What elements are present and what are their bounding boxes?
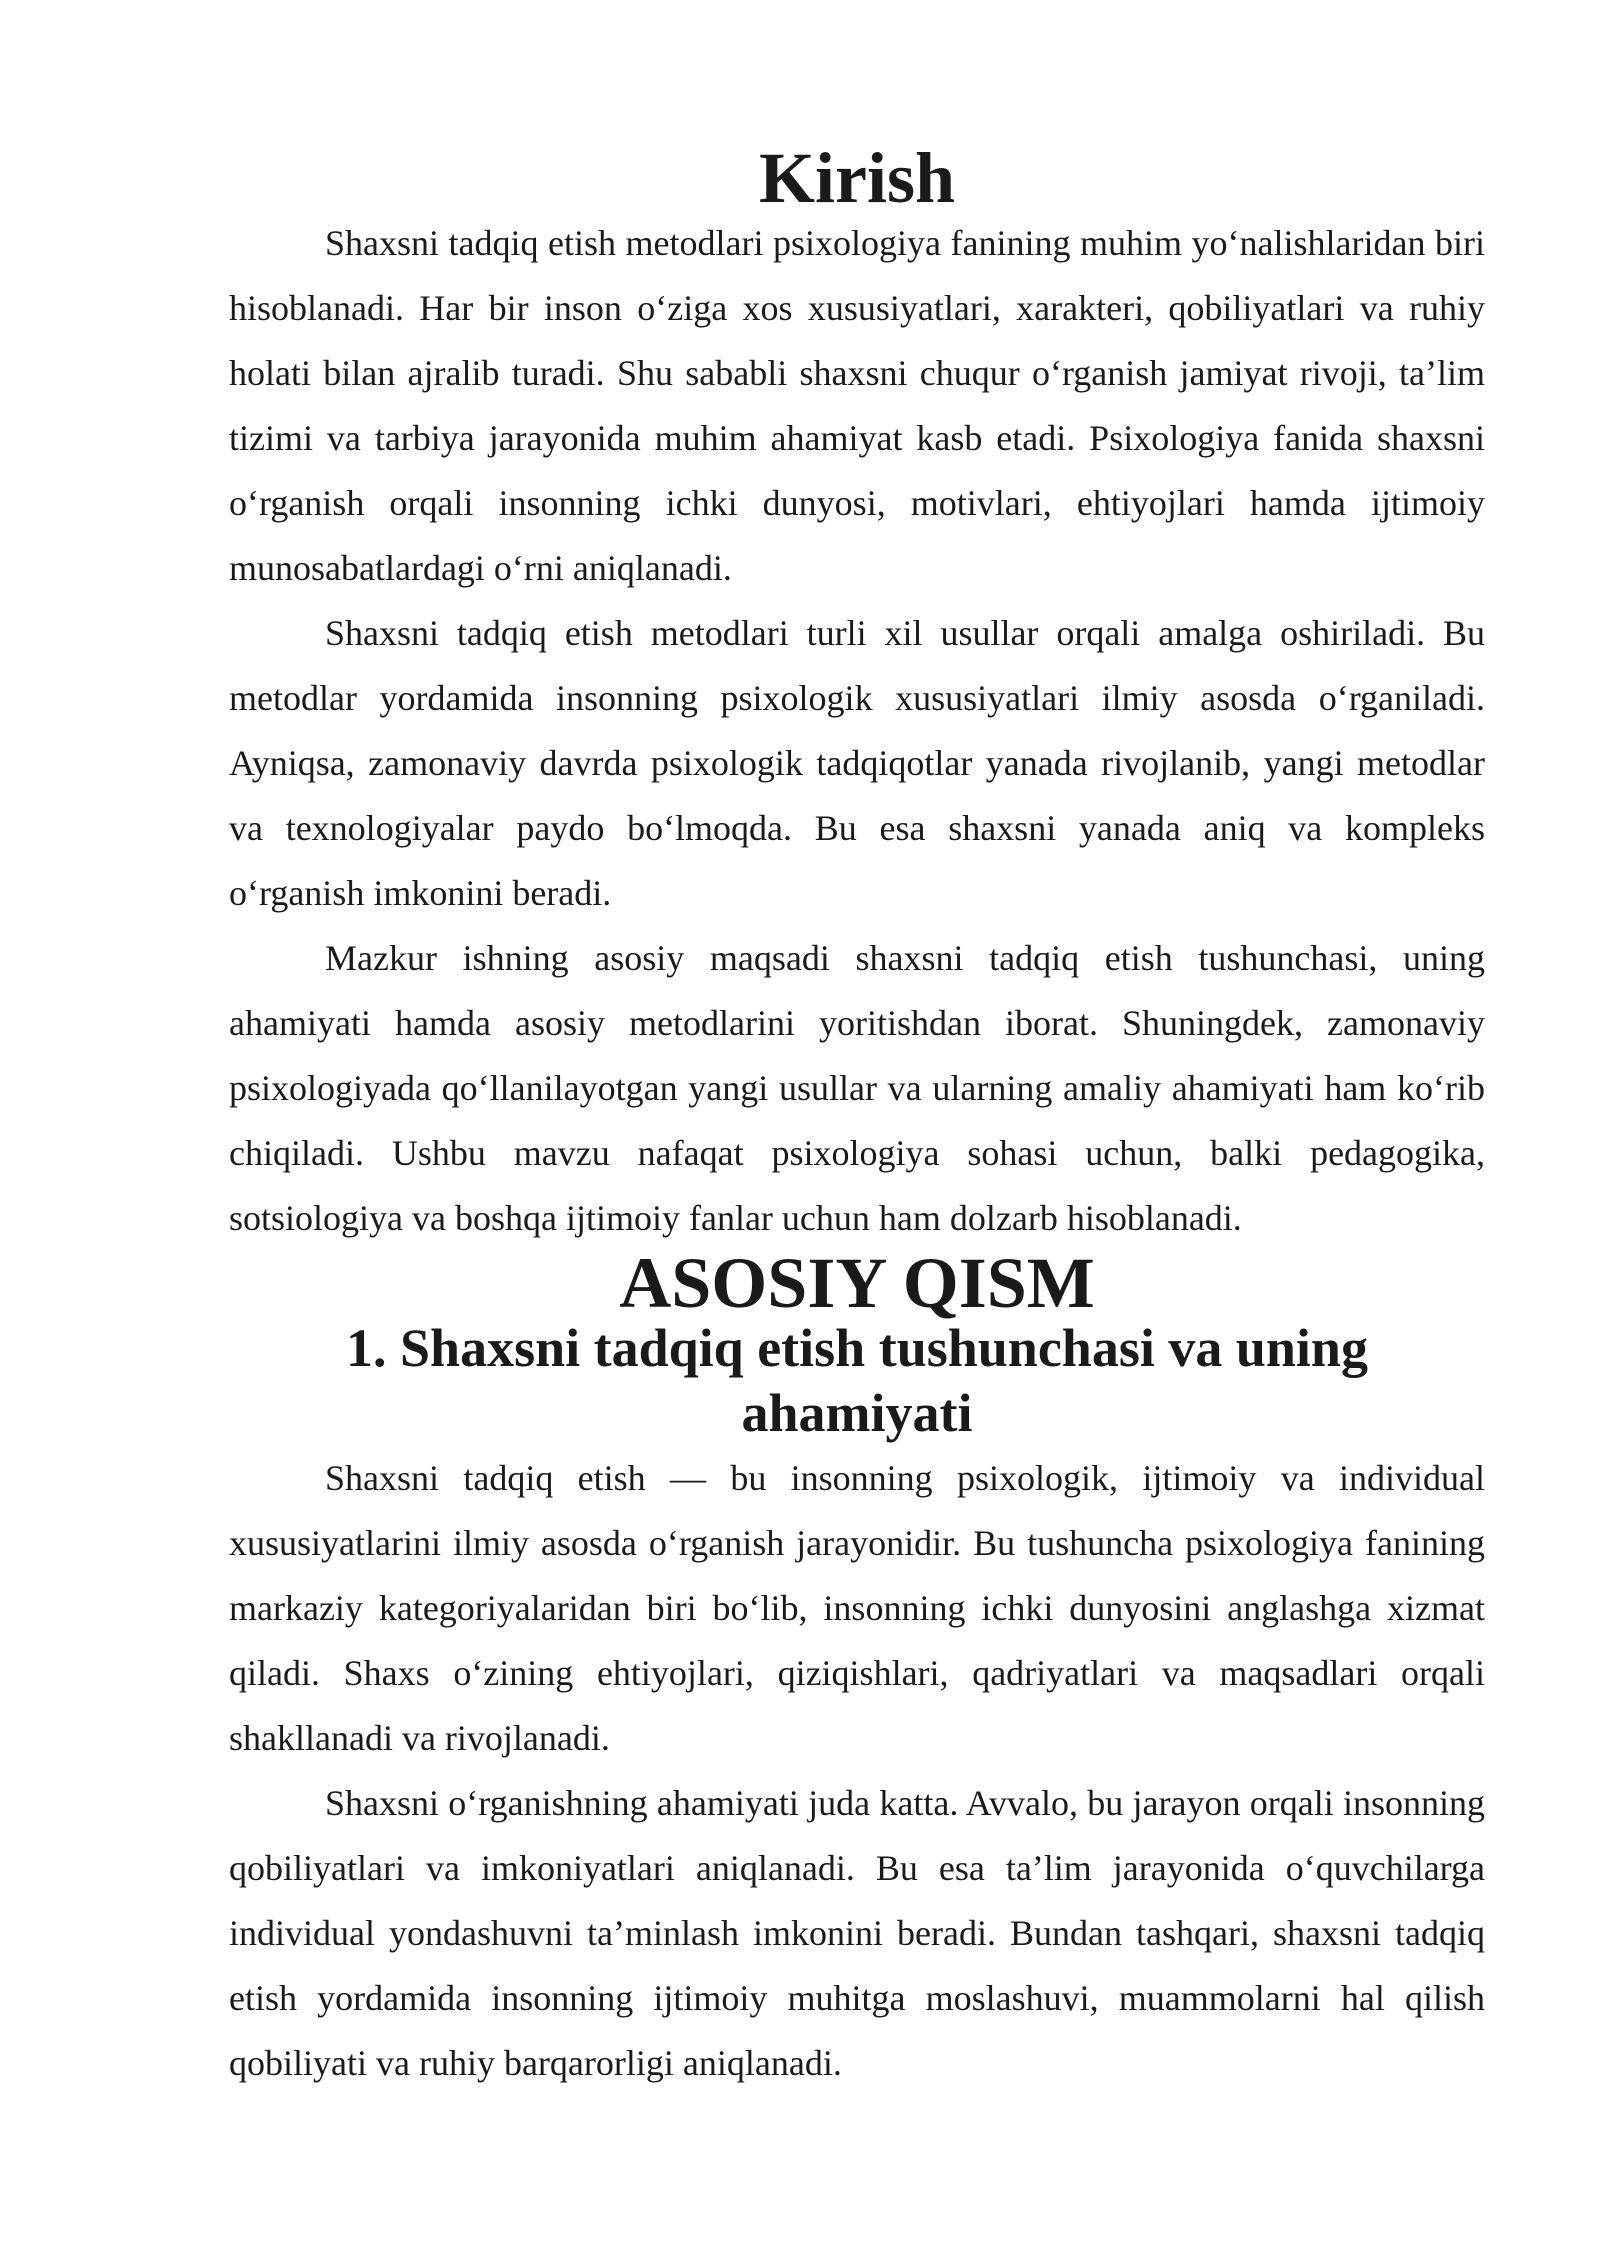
document-page (229, 138, 1485, 2096)
intro-paragraph-1: Shaxsni tadqiq etish metodlari psixologiya fanining muhim yo‘nalishlaridan biri hisoblanadi. Har bir inson o‘ziga xos xususiyatlari, xarakteri, qobiliyatlari va ruhiy holati bilan ajralib turadi. Shu sababli shaxsni chuqur o‘rganish jamiyat rivoji, ta’lim tizimi va tarbiya jarayonida muhim ahamiyat kasb etadi. Psixologiya fanida shaxsni o‘rganish orqali insonning ichki dunyosi, motivlari, ehtiyojlari hamda ijtimoiy munosabatlardagi o‘rni aniqlanadi. (229, 223, 1485, 588)
section-1-paragraph-2: Shaxsni o‘rganishning ahamiyati juda katta. Avvalo, bu jarayon orqali insonning qobiliyatlari va imkoniyatlari aniqlanadi. Bu esa ta’lim jarayonida o‘quvchilarga individual yondashuvni ta’minlash imkonini beradi. Bundan tashqari, shaxsni tadqiq etish yordamida insonning ijtimoiy muhitga moslashuvi, muammolarni hal qilish qobiliyati va ruhiy barqarorligi aniqlanadi. (229, 1783, 1485, 2083)
intro-heading: Kirish (758, 138, 956, 218)
intro-paragraph-3: Mazkur ishning asosiy maqsadi shaxsni tadqiq etish tushunchasi, uning ahamiyati hamda asosiy metodlarini yoritishdan iborat. Shuningdek, zamonaviy psixologiyada qo‘llanilayotgan yangi usullar va ularning amaliy ahamiyati ham ko‘rib chiqiladi. Ushbu mavzu nafaqat psixologiya sohasi uchun, balki pedagogika, sotsiologiya va boshqa ijtimoiy fanlar uchun ham dolzarb hisoblanadi. (229, 938, 1485, 1238)
section-1-heading: 1. Shaxsni tadqiq etish tushunchasi va uning ahamiyati (346, 1318, 1368, 1443)
section-1-paragraph-1: Shaxsni tadqiq etish — bu insonning psixologik, ijtimoiy va individual xususiyatlarini ilmiy asosda o‘rganish jarayonidir. Bu tushuncha psixologiya fanining markaziy kategoriyalaridan biri bo‘lib, insonning ichki dunyosini anglashga xizmat qiladi. Shaxs o‘zining ehtiyojlari, qiziqishlari, qadriyatlari va maqsadlari orqali shakllanadi va rivojlanadi. (229, 1458, 1485, 1758)
intro-paragraph-2: Shaxsni tadqiq etish metodlari turli xil usullar orqali amalga oshiriladi. Bu metodlar yordamida insonning psixologik xususiyatlari ilmiy asosda o‘rganiladi. Ayniqsa, zamonaviy davrda psixologik tadqiqotlar yanada rivojlanib, yangi metodlar va texnologiyalar paydo bo‘lmoqda. Bu esa shaxsni yanada aniq va kompleks o‘rganish imkonini beradi. (229, 613, 1485, 913)
main-heading: ASOSIY QISM (619, 1243, 1095, 1323)
